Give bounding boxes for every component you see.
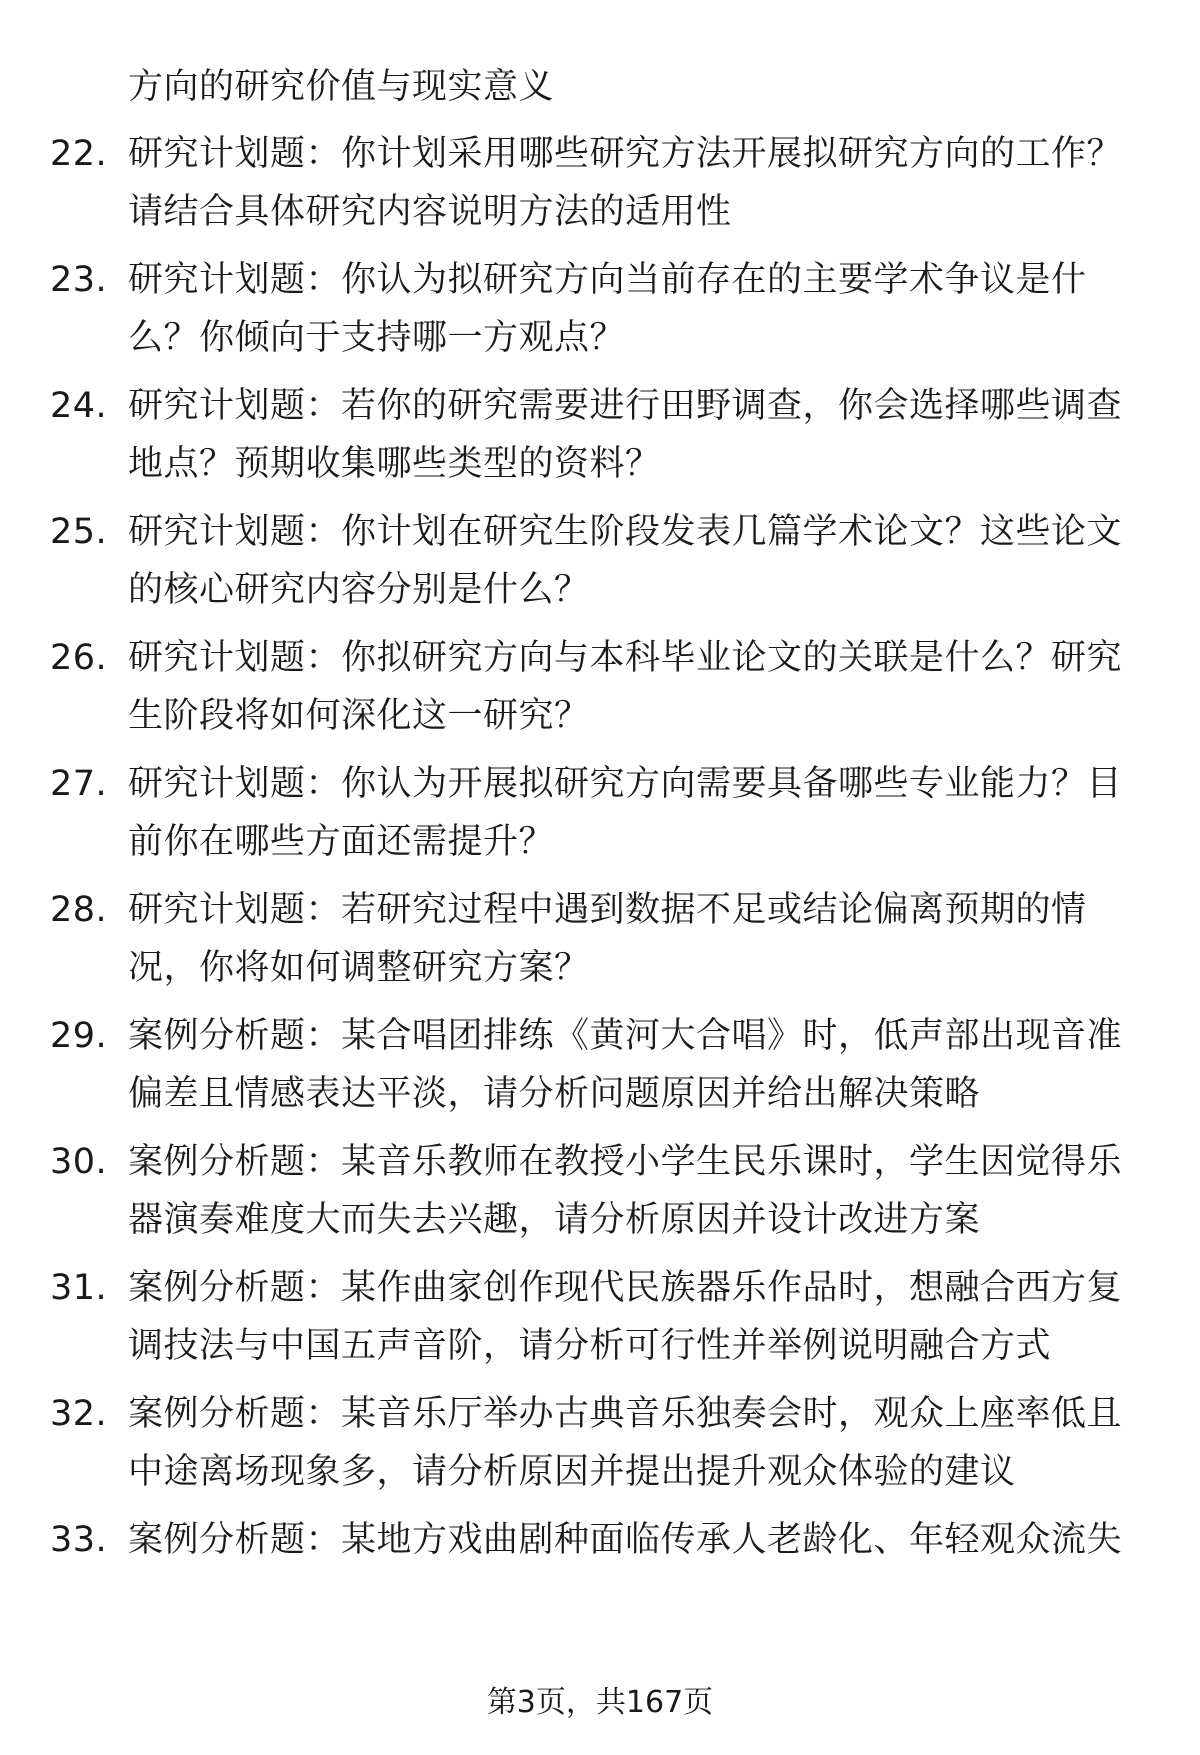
question-number: 32. xyxy=(50,1394,108,1434)
question-number: 24. xyxy=(50,386,108,426)
question-item xyxy=(50,377,1150,493)
question-number: 31. xyxy=(50,1268,108,1308)
question-text: 研究计划题：若研究过程中遇到数据不足或结论偏离预期的情 况，你将如何调整研究方案？ xyxy=(128,890,1087,988)
question-item xyxy=(50,755,1150,871)
question-text: 研究计划题：你认为拟研究方向当前存在的主要学术争议是什 么？你倾向于支持哪一方观点？ xyxy=(128,260,1087,358)
question-item xyxy=(50,1511,1150,1569)
question-text: 案例分析题：某音乐厅举办古典音乐独奏会时，观众上座率低且 中途离场现象多，请分析原因并提出提升观众体验的建议 xyxy=(128,1394,1123,1492)
question-item xyxy=(50,1385,1150,1501)
question-number: 22. xyxy=(50,134,108,174)
question-number: 29. xyxy=(50,1016,108,1056)
question-number: 25. xyxy=(50,512,108,552)
question-text: 案例分析题：某音乐教师在教授小学生民乐课时，学生因觉得乐 器演奏难度大而失去兴趣，请分析原因并设计改进方案 xyxy=(128,1142,1123,1240)
question-text: 案例分析题：某地方戏曲剧种面临传承人老龄化、年轻观众流失 xyxy=(128,1520,1123,1560)
question-text: 研究计划题：若你的研究需要进行田野调查，你会选择哪些调查 地点？预期收集哪些类型的资料？ xyxy=(128,386,1123,484)
question-item xyxy=(50,1007,1150,1123)
question-number: 33. xyxy=(50,1520,108,1560)
question-item xyxy=(50,503,1150,619)
question-number: 26. xyxy=(50,638,108,678)
question-text: 研究计划题：你认为开展拟研究方向需要具备哪些专业能力？目 前你在哪些方面还需提升？ xyxy=(128,764,1123,862)
question-text: 研究计划题：你拟研究方向与本科毕业论文的关联是什么？研究 生阶段将如何深化这一研究？ xyxy=(128,638,1123,736)
question-item xyxy=(50,1133,1150,1249)
question-number: 23. xyxy=(50,260,108,300)
question-text: 案例分析题：某合唱团排练《黄河大合唱》时，低声部出现音准 偏差且情感表达平淡，请分析问题原因并给出解决策略 xyxy=(128,1016,1123,1114)
question-text: 研究计划题：你计划在研究生阶段发表几篇学术论文？这些论文 的核心研究内容分别是什么？ xyxy=(128,512,1123,610)
question-number: 30. xyxy=(50,1142,108,1182)
question-text: 研究计划题：你计划采用哪些研究方法开展拟研究方向的工作？ 请结合具体研究内容说明方法的适用性 xyxy=(128,134,1123,232)
page-footer: 第3页，共167页 xyxy=(486,1685,714,1720)
question-number: 27. xyxy=(50,764,108,804)
question-item xyxy=(50,125,1150,241)
question-text: 案例分析题：某作曲家创作现代民族器乐作品时，想融合西方复 调技法与中国五声音阶，请分析可行性并举例说明融合方式 xyxy=(128,1268,1123,1366)
continuation-text: 方向的研究价值与现实意义 xyxy=(128,67,555,107)
question-item xyxy=(50,1259,1150,1375)
question-number: 28. xyxy=(50,890,108,930)
question-item xyxy=(50,251,1150,367)
question-item xyxy=(50,881,1150,997)
question-item xyxy=(50,629,1150,745)
